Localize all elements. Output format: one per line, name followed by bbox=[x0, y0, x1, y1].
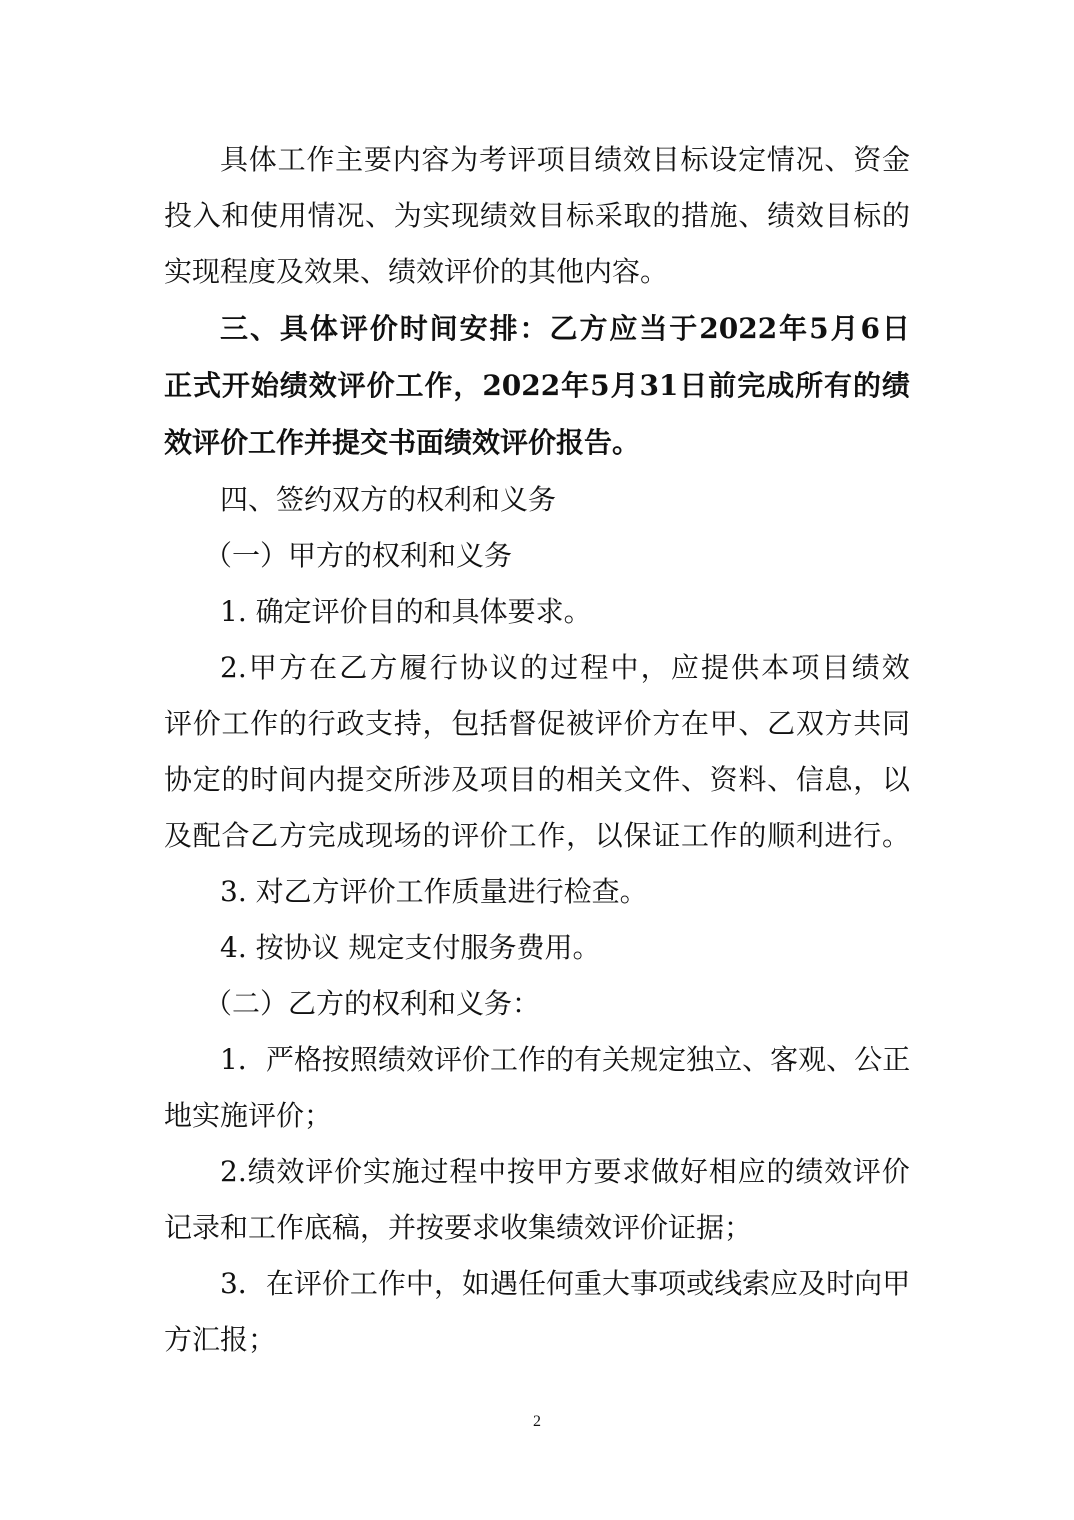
text-token: 2. bbox=[220, 1155, 247, 1188]
text-token: 绩 bbox=[479, 199, 508, 232]
text-token: 以 bbox=[594, 819, 623, 852]
text-token: 好 bbox=[679, 1155, 708, 1188]
text-token: 括 bbox=[479, 707, 508, 740]
text-token: ， bbox=[853, 763, 882, 796]
text-token: 甲 bbox=[709, 707, 738, 740]
text-token: 效 bbox=[405, 1043, 434, 1076]
text-token: 正 bbox=[164, 369, 193, 402]
text-token: 乙 bbox=[339, 651, 368, 684]
text-token: 及 bbox=[164, 819, 193, 852]
text-token: 资 bbox=[709, 763, 738, 796]
party-a-item-2-line-4 bbox=[164, 818, 910, 854]
text-token: 当 bbox=[639, 312, 668, 345]
text-token: 利 bbox=[795, 819, 824, 852]
text-token: 日 bbox=[679, 369, 708, 402]
text-token: 方 bbox=[824, 707, 853, 740]
text-token: 作 bbox=[424, 369, 453, 402]
text-token: 顺 bbox=[767, 819, 796, 852]
party-a-item-1: 1. 确定评价目的和具体要求。 bbox=[220, 595, 592, 628]
text-token: 照 bbox=[349, 1043, 378, 1076]
text-token: 的 bbox=[766, 1155, 795, 1188]
text-token: 、 bbox=[249, 312, 278, 345]
text-token: 工 bbox=[277, 143, 306, 176]
text-token: 价 bbox=[461, 1043, 490, 1076]
text-token: 31 bbox=[639, 369, 679, 402]
text-token: 支 bbox=[365, 707, 394, 740]
text-token: 效 bbox=[881, 651, 910, 684]
text-token: 年 bbox=[561, 369, 590, 402]
text-token: 内 bbox=[392, 143, 421, 176]
text-token: 求 bbox=[622, 1155, 651, 1188]
subsection-1-heading: （一）甲方的权利和义务 bbox=[204, 539, 513, 572]
text-token: 绩 bbox=[881, 369, 910, 402]
text-token: 工 bbox=[680, 819, 709, 852]
text-token: 方 bbox=[579, 312, 608, 345]
text-token: 双 bbox=[795, 707, 824, 740]
text-token: 保 bbox=[623, 819, 652, 852]
text-token: 合 bbox=[221, 819, 250, 852]
text-token: 关 bbox=[602, 1043, 631, 1076]
text-token: 乙 bbox=[549, 312, 578, 345]
text-token: 效 bbox=[308, 369, 337, 402]
text-token: 、 bbox=[826, 1043, 855, 1076]
text-token: 现 bbox=[365, 819, 394, 852]
text-token: 成 bbox=[336, 819, 365, 852]
text-token: ： bbox=[519, 312, 548, 345]
text-token: 甲 bbox=[248, 651, 277, 684]
text-token: 提 bbox=[336, 763, 365, 796]
text-token: 相 bbox=[566, 763, 595, 796]
text-token: 何 bbox=[546, 1267, 575, 1300]
text-token: 用 bbox=[278, 199, 307, 232]
text-token: 方 bbox=[278, 819, 307, 852]
text-token: 要 bbox=[363, 143, 392, 176]
text-token: 重 bbox=[574, 1267, 603, 1300]
text-token: 同 bbox=[881, 707, 910, 740]
text-token: 的 bbox=[652, 199, 681, 232]
text-token: 行 bbox=[429, 651, 458, 684]
text-token: 应 bbox=[670, 651, 699, 684]
text-token: 价 bbox=[369, 312, 398, 345]
party-a-item-2-line-3 bbox=[164, 762, 910, 798]
text-token: 任 bbox=[517, 1267, 546, 1300]
text-token: 息 bbox=[824, 763, 853, 796]
text-token: 评 bbox=[339, 312, 368, 345]
text-token: 行 bbox=[853, 819, 882, 852]
text-token: 施 bbox=[391, 1155, 420, 1188]
text-token: 。 bbox=[881, 819, 910, 852]
text-token: 持 bbox=[393, 707, 422, 740]
text-token: 大 bbox=[602, 1267, 631, 1300]
party-a-item-2-line-1 bbox=[220, 650, 910, 686]
text-token: 、 bbox=[680, 763, 709, 796]
text-token: 采 bbox=[594, 199, 623, 232]
text-token: 成 bbox=[766, 369, 795, 402]
party-b-item-3-line-2: 方汇报； bbox=[164, 1323, 277, 1356]
text-token: 工 bbox=[395, 369, 424, 402]
text-token: 月 bbox=[830, 312, 859, 345]
text-token: 资 bbox=[853, 143, 882, 176]
text-token: 的 bbox=[221, 763, 250, 796]
text-token: 工 bbox=[489, 1043, 518, 1076]
text-token: 价 bbox=[321, 1267, 350, 1300]
text-token: 在 bbox=[680, 707, 709, 740]
text-token: 线 bbox=[714, 1267, 743, 1300]
text-token: 价 bbox=[479, 819, 508, 852]
text-token: 项 bbox=[536, 143, 565, 176]
text-token: 料 bbox=[738, 763, 767, 796]
text-token: 索 bbox=[742, 1267, 771, 1300]
text-token: 式 bbox=[192, 369, 221, 402]
party-b-item-1-line-1 bbox=[220, 1042, 910, 1078]
text-token: 中 bbox=[610, 651, 639, 684]
text-token: 绩 bbox=[767, 199, 796, 232]
text-token: 向 bbox=[854, 1267, 883, 1300]
text-token: 、 bbox=[365, 199, 394, 232]
text-token: 完 bbox=[737, 369, 766, 402]
text-token: 中 bbox=[478, 1155, 507, 1188]
text-token: 以 bbox=[881, 763, 910, 796]
party-b-item-2-line-1 bbox=[220, 1154, 910, 1190]
text-token: 实 bbox=[422, 199, 451, 232]
text-token: 乙 bbox=[767, 707, 796, 740]
text-token: 应 bbox=[609, 312, 638, 345]
section-3-line-3: 效评价工作并提交书面绩效评价报告。 bbox=[164, 426, 641, 459]
text-token: 做 bbox=[651, 1155, 680, 1188]
text-token: 使 bbox=[250, 199, 279, 232]
section-4-heading: 四、签约双方的权利和义务 bbox=[220, 483, 557, 516]
text-token: 目 bbox=[651, 143, 680, 176]
text-token: 的 bbox=[546, 1043, 575, 1076]
text-token: 的 bbox=[852, 369, 881, 402]
text-token: 价 bbox=[623, 707, 652, 740]
party-a-item-2-line-2 bbox=[164, 706, 910, 742]
text-token: 项 bbox=[658, 1267, 687, 1300]
text-token: 交 bbox=[365, 763, 394, 796]
subsection-2-heading: （二）乙方的权利和义务： bbox=[204, 987, 541, 1020]
text-token: 议 bbox=[489, 651, 518, 684]
text-token: 件 bbox=[652, 763, 681, 796]
text-token: 年 bbox=[779, 312, 808, 345]
text-token: ， bbox=[640, 651, 669, 684]
text-token: 评 bbox=[451, 819, 480, 852]
para-1-line-3: 实现程度及效果、绩效评价的其他内容。 bbox=[164, 255, 669, 288]
text-token: 三 bbox=[220, 312, 249, 345]
text-token: 评 bbox=[293, 1267, 322, 1300]
text-token: 2022 bbox=[482, 369, 561, 402]
party-b-item-3-line-1 bbox=[220, 1266, 910, 1302]
text-token: 评 bbox=[305, 1155, 334, 1188]
text-token: 绩 bbox=[377, 1043, 406, 1076]
party-a-item-3: 3. 对乙方评价工作质量进行检查。 bbox=[220, 875, 648, 908]
text-token: 作 bbox=[517, 1043, 546, 1076]
text-token: 前 bbox=[708, 369, 737, 402]
text-token: 3 bbox=[220, 1267, 238, 1300]
text-token: 目 bbox=[537, 199, 566, 232]
text-token: 本 bbox=[761, 651, 790, 684]
text-token: 格 bbox=[293, 1043, 322, 1076]
text-token: 体 bbox=[248, 143, 277, 176]
text-token: 中 bbox=[405, 1267, 434, 1300]
text-token: 标 bbox=[566, 199, 595, 232]
text-token: 政 bbox=[336, 707, 365, 740]
text-token: 和 bbox=[221, 199, 250, 232]
text-token: 工 bbox=[221, 707, 250, 740]
text-token: 评 bbox=[594, 707, 623, 740]
text-token: 效 bbox=[622, 143, 651, 176]
text-token: 的 bbox=[537, 763, 566, 796]
text-token: 6 bbox=[860, 312, 880, 345]
text-token: 督 bbox=[508, 707, 537, 740]
text-token: 投 bbox=[164, 199, 193, 232]
text-token: 具 bbox=[220, 143, 249, 176]
text-token: 价 bbox=[881, 1155, 910, 1188]
text-token: 场 bbox=[393, 819, 422, 852]
text-token: 过 bbox=[550, 651, 579, 684]
text-token: 、 bbox=[767, 763, 796, 796]
text-token: 2022 bbox=[699, 312, 778, 345]
text-token: ． bbox=[237, 1043, 266, 1076]
text-token: 的 bbox=[422, 819, 451, 852]
text-token: 情 bbox=[766, 143, 795, 176]
text-token: 包 bbox=[451, 707, 480, 740]
text-token: 、 bbox=[824, 143, 853, 176]
text-token: 所 bbox=[795, 369, 824, 402]
text-token: 相 bbox=[708, 1155, 737, 1188]
text-token: 评 bbox=[337, 369, 366, 402]
text-token: 有 bbox=[824, 369, 853, 402]
text-token: 涉 bbox=[422, 763, 451, 796]
text-token: 况 bbox=[336, 199, 365, 232]
text-token: 立 bbox=[714, 1043, 743, 1076]
text-token: 安 bbox=[459, 312, 488, 345]
text-token: 被 bbox=[566, 707, 595, 740]
text-token: 过 bbox=[420, 1155, 449, 1188]
text-token: 的 bbox=[881, 199, 910, 232]
text-token: 月 bbox=[610, 369, 639, 402]
text-token: 绩 bbox=[279, 369, 308, 402]
text-token: 为 bbox=[393, 199, 422, 232]
text-token: 信 bbox=[795, 763, 824, 796]
text-token: 措 bbox=[680, 199, 709, 232]
text-token: 行 bbox=[307, 707, 336, 740]
text-token: 取 bbox=[623, 199, 652, 232]
text-token: 在 bbox=[265, 1267, 294, 1300]
text-token: 作 bbox=[250, 707, 279, 740]
party-a-item-4: 4. 按协议 规定支付服务费用。 bbox=[220, 931, 601, 964]
text-token: 按 bbox=[506, 1155, 535, 1188]
text-token: 文 bbox=[623, 763, 652, 796]
text-token: 及 bbox=[451, 763, 480, 796]
text-token: 评 bbox=[507, 143, 536, 176]
text-token: 或 bbox=[686, 1267, 715, 1300]
text-token: 的 bbox=[278, 707, 307, 740]
text-token: 正 bbox=[882, 1043, 911, 1076]
text-token: 按 bbox=[321, 1043, 350, 1076]
text-token: 作 bbox=[306, 143, 335, 176]
text-token: 定 bbox=[658, 1043, 687, 1076]
text-token: 效 bbox=[824, 1155, 853, 1188]
text-token: ， bbox=[433, 1267, 462, 1300]
text-token: 考 bbox=[479, 143, 508, 176]
text-token: 1 bbox=[220, 1043, 238, 1076]
text-token: 事 bbox=[630, 1267, 659, 1300]
text-token: 价 bbox=[366, 369, 395, 402]
text-token: 容 bbox=[421, 143, 450, 176]
text-token: 甲 bbox=[882, 1267, 911, 1300]
text-token: 绩 bbox=[247, 1155, 276, 1188]
text-token: 及 bbox=[798, 1267, 827, 1300]
text-token: 项 bbox=[791, 651, 820, 684]
text-token: 关 bbox=[594, 763, 623, 796]
text-token: 绩 bbox=[795, 1155, 824, 1188]
text-token: 证 bbox=[652, 819, 681, 852]
text-token: 客 bbox=[770, 1043, 799, 1076]
text-token: 甲 bbox=[535, 1155, 564, 1188]
text-token: 内 bbox=[307, 763, 336, 796]
text-token: 所 bbox=[393, 763, 422, 796]
text-token: 时 bbox=[250, 763, 279, 796]
text-token: 提 bbox=[700, 651, 729, 684]
text-token: 要 bbox=[593, 1155, 622, 1188]
text-token: 体 bbox=[309, 312, 338, 345]
text-token: 促 bbox=[537, 707, 566, 740]
text-token: 方 bbox=[369, 651, 398, 684]
text-token: 遇 bbox=[489, 1267, 518, 1300]
text-token: 共 bbox=[853, 707, 882, 740]
para-1-line-1 bbox=[220, 142, 910, 178]
text-token: 设 bbox=[709, 143, 738, 176]
text-token: 乙 bbox=[250, 819, 279, 852]
text-token: ， bbox=[453, 369, 482, 402]
text-token: 施 bbox=[709, 199, 738, 232]
party-b-item-1-line-2: 地实施评价； bbox=[164, 1099, 333, 1132]
text-token: 始 bbox=[250, 369, 279, 402]
text-token: ． bbox=[237, 1267, 266, 1300]
text-token: 实 bbox=[362, 1155, 391, 1188]
text-token: 主 bbox=[335, 143, 364, 176]
text-token: 标 bbox=[680, 143, 709, 176]
text-token: ， bbox=[566, 819, 595, 852]
text-token: 定 bbox=[192, 763, 221, 796]
text-token: 间 bbox=[278, 763, 307, 796]
text-token: 严 bbox=[265, 1043, 294, 1076]
text-token: 作 bbox=[537, 819, 566, 852]
text-token: 履 bbox=[399, 651, 428, 684]
text-token: 、 bbox=[738, 199, 767, 232]
text-token: 工 bbox=[349, 1267, 378, 1300]
text-token: 时 bbox=[826, 1267, 855, 1300]
text-token: 价 bbox=[192, 707, 221, 740]
text-token: 效 bbox=[795, 199, 824, 232]
text-token: 协 bbox=[164, 763, 193, 796]
text-token: 绩 bbox=[851, 651, 880, 684]
text-token: 日 bbox=[881, 312, 910, 345]
text-token: 间 bbox=[429, 312, 458, 345]
text-token: 定 bbox=[738, 143, 767, 176]
text-token: 于 bbox=[669, 312, 698, 345]
text-token: 入 bbox=[192, 199, 221, 232]
section-3-line-2 bbox=[164, 368, 910, 404]
text-token: 协 bbox=[459, 651, 488, 684]
text-token: 5 bbox=[809, 312, 829, 345]
text-token: 绩 bbox=[594, 143, 623, 176]
text-token: 配 bbox=[192, 819, 221, 852]
text-token: 2. bbox=[220, 651, 247, 684]
para-1-line-2 bbox=[164, 198, 910, 234]
text-token: 程 bbox=[580, 651, 609, 684]
text-token: 目 bbox=[508, 763, 537, 796]
text-token: 评 bbox=[433, 1043, 462, 1076]
text-token: 目 bbox=[821, 651, 850, 684]
text-token: 排 bbox=[489, 312, 518, 345]
text-token: 独 bbox=[686, 1043, 715, 1076]
text-token: 标 bbox=[853, 199, 882, 232]
text-token: 5 bbox=[590, 369, 610, 402]
text-token: 完 bbox=[307, 819, 336, 852]
text-token: 效 bbox=[508, 199, 537, 232]
text-token: 评 bbox=[852, 1155, 881, 1188]
text-token: 作 bbox=[377, 1267, 406, 1300]
text-token: 应 bbox=[770, 1267, 799, 1300]
text-token: 公 bbox=[854, 1043, 883, 1076]
text-token: 在 bbox=[309, 651, 338, 684]
text-token: 应 bbox=[737, 1155, 766, 1188]
page-number: 2 bbox=[533, 1413, 541, 1430]
party-b-item-2-line-2: 记录和工作底稿，并按要求收集绩效评价证据； bbox=[164, 1211, 753, 1244]
text-token: 方 bbox=[652, 707, 681, 740]
text-token: 程 bbox=[449, 1155, 478, 1188]
text-token: 作 bbox=[709, 819, 738, 852]
text-token: 的 bbox=[520, 651, 549, 684]
text-token: 况 bbox=[795, 143, 824, 176]
text-token: 项 bbox=[479, 763, 508, 796]
text-token: 供 bbox=[731, 651, 760, 684]
text-token: 进 bbox=[824, 819, 853, 852]
text-token: 、 bbox=[738, 707, 767, 740]
text-token: 方 bbox=[564, 1155, 593, 1188]
text-token: 有 bbox=[574, 1043, 603, 1076]
text-token: 如 bbox=[461, 1267, 490, 1300]
text-token: 时 bbox=[399, 312, 428, 345]
text-token: 金 bbox=[881, 143, 910, 176]
text-token: 情 bbox=[307, 199, 336, 232]
text-token: 效 bbox=[276, 1155, 305, 1188]
text-token: 评 bbox=[164, 707, 193, 740]
text-token: 现 bbox=[451, 199, 480, 232]
text-token: 、 bbox=[742, 1043, 771, 1076]
text-token: 目 bbox=[565, 143, 594, 176]
text-token: 价 bbox=[334, 1155, 363, 1188]
section-3-line-1 bbox=[220, 311, 910, 347]
text-token: 方 bbox=[278, 651, 307, 684]
text-token: 规 bbox=[630, 1043, 659, 1076]
text-token: 为 bbox=[450, 143, 479, 176]
text-token: 开 bbox=[221, 369, 250, 402]
text-token: 观 bbox=[798, 1043, 827, 1076]
text-token: 工 bbox=[508, 819, 537, 852]
text-token: 的 bbox=[738, 819, 767, 852]
text-token: 具 bbox=[279, 312, 308, 345]
text-token: ， bbox=[422, 707, 451, 740]
text-token: 目 bbox=[824, 199, 853, 232]
